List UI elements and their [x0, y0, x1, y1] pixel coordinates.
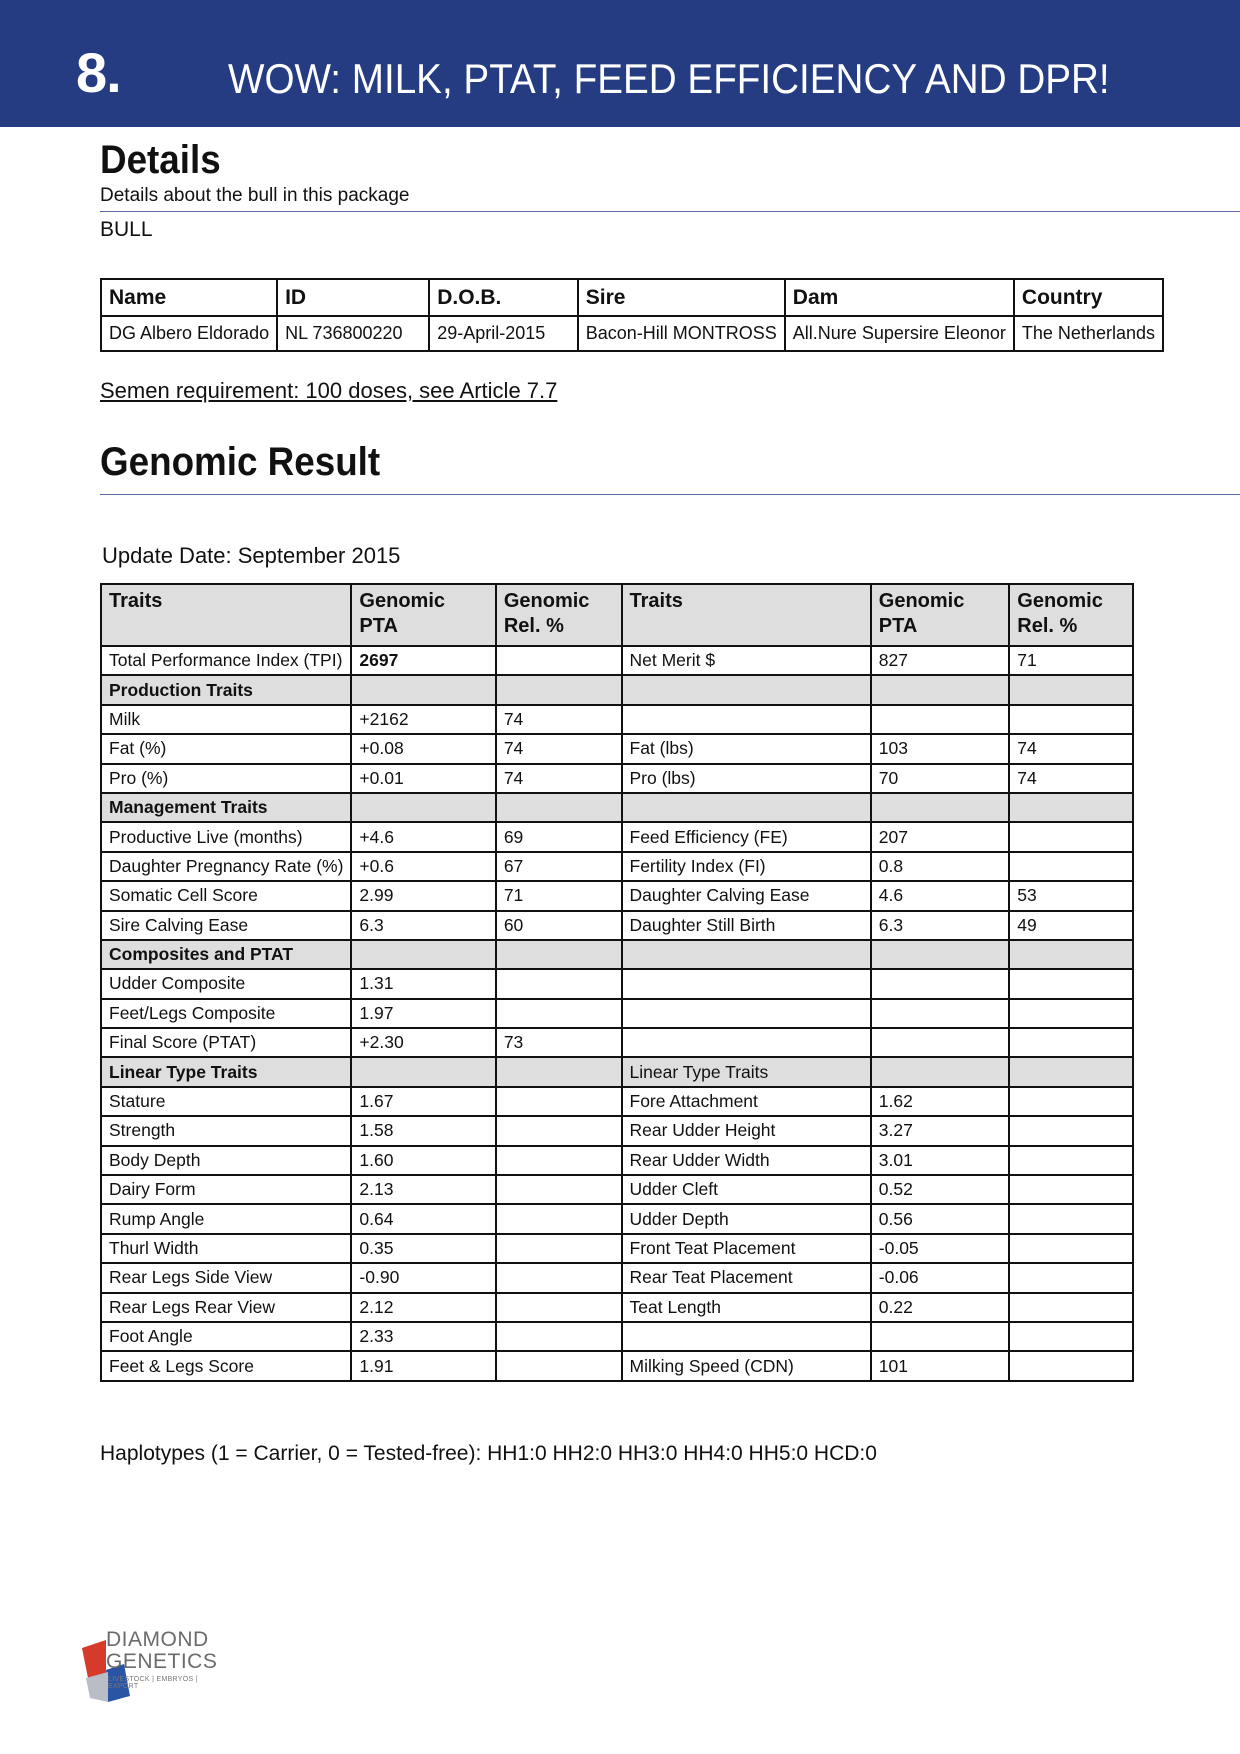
- cell-trait: Feet & Legs Score: [101, 1351, 351, 1380]
- cell-trait-2: Udder Depth: [622, 1204, 871, 1233]
- table-row: [101, 1204, 1133, 1233]
- table-row: [101, 1087, 1133, 1116]
- cell-trait: Somatic Cell Score: [101, 881, 351, 910]
- cell-rel: [496, 969, 622, 998]
- table-row: [101, 881, 1133, 910]
- cell-trait: Rump Angle: [101, 1204, 351, 1233]
- cell-rel: 71: [496, 881, 622, 910]
- table-row: [101, 1322, 1133, 1351]
- cell-rel: [496, 793, 622, 822]
- col-dam: Dam: [785, 279, 1014, 316]
- cell-rel: [496, 1087, 622, 1116]
- cell-pta: +2162: [351, 705, 495, 734]
- genomic-table-header: [101, 584, 1133, 646]
- cell-trait-2: [622, 1028, 871, 1057]
- cell-pta: +0.6: [351, 852, 495, 881]
- table-row: [101, 1293, 1133, 1322]
- cell-rel-2: [1009, 1351, 1133, 1380]
- cell-pta: [351, 940, 495, 969]
- cell-trait-2: [622, 793, 871, 822]
- col-name: Name: [101, 279, 277, 316]
- table-row: [101, 1116, 1133, 1145]
- cell-rel: 73: [496, 1028, 622, 1057]
- cell-trait-2: [622, 940, 871, 969]
- bull-table: [100, 278, 1164, 352]
- cell-pta: 2.13: [351, 1175, 495, 1204]
- cell-rel: [496, 1351, 622, 1380]
- cell-pta: 0.64: [351, 1204, 495, 1233]
- cell-rel: [496, 1146, 622, 1175]
- cell-pta-2: [871, 705, 1010, 734]
- cell-pta-2: 1.62: [871, 1087, 1010, 1116]
- cell-trait-2: [622, 969, 871, 998]
- cell-rel: [496, 1234, 622, 1263]
- cell-trait-2: Linear Type Traits: [622, 1057, 871, 1086]
- cell-pta-2: 6.3: [871, 911, 1010, 940]
- cell-pta: 1.97: [351, 999, 495, 1028]
- cell-rel-2: [1009, 999, 1133, 1028]
- cell-trait-2: Rear Udder Height: [622, 1116, 871, 1145]
- table-row: [101, 911, 1133, 940]
- cell-pta-2: 0.56: [871, 1204, 1010, 1233]
- table-row: [101, 822, 1133, 851]
- cell-pta-2: [871, 1028, 1010, 1057]
- header-band: [0, 0, 1240, 127]
- cell-pta-2: [871, 999, 1010, 1028]
- cell-pta: 2.33: [351, 1322, 495, 1351]
- cell-trait: Body Depth: [101, 1146, 351, 1175]
- col-genomic-rel-2: Genomic Rel. %: [1009, 584, 1133, 646]
- details-title: Details: [100, 138, 221, 182]
- cell-rel-2: 74: [1009, 734, 1133, 763]
- cell-pta-2: [871, 969, 1010, 998]
- cell-pta: 2.99: [351, 881, 495, 910]
- cell-trait: Rear Legs Rear View: [101, 1293, 351, 1322]
- cell-rel-2: [1009, 1204, 1133, 1233]
- genomic-table-body: [101, 584, 1133, 1381]
- details-divider: [100, 211, 1240, 212]
- cell-pta-2: 0.8: [871, 852, 1010, 881]
- cell-pta-2: 70: [871, 764, 1010, 793]
- cell-pta: 1.58: [351, 1116, 495, 1145]
- table-row: [101, 1263, 1133, 1292]
- cell-trait-2: [622, 999, 871, 1028]
- cell-rel-2: [1009, 1322, 1133, 1351]
- cell-rel-2: [1009, 1234, 1133, 1263]
- cell-trait: Milk: [101, 705, 351, 734]
- bull-table-row: [101, 316, 1163, 351]
- cell-trait: Udder Composite: [101, 969, 351, 998]
- cell-trait-2: Fat (lbs): [622, 734, 871, 763]
- table-row: [101, 705, 1133, 734]
- bull-dob: 29-April-2015: [429, 316, 578, 351]
- cell-rel: 74: [496, 764, 622, 793]
- cell-trait: Pro (%): [101, 764, 351, 793]
- cell-rel: [496, 1057, 622, 1086]
- logo-tagline: LIVESTOCK | EMBRYOS | EXPORT: [108, 1676, 198, 1690]
- cell-rel: [496, 940, 622, 969]
- cell-trait-2: Daughter Calving Ease: [622, 881, 871, 910]
- col-sire: Sire: [578, 279, 785, 316]
- cell-pta-2: [871, 675, 1010, 704]
- details-subtitle: Details about the bull in this package: [100, 185, 410, 206]
- cell-rel-2: [1009, 940, 1133, 969]
- cell-rel-2: [1009, 705, 1133, 734]
- cell-pta-2: 0.22: [871, 1293, 1010, 1322]
- cell-trait: Dairy Form: [101, 1175, 351, 1204]
- cell-rel: [496, 1204, 622, 1233]
- col-genomic-pta: Genomic PTA: [351, 584, 495, 646]
- table-row: [101, 1175, 1133, 1204]
- cell-rel: 60: [496, 911, 622, 940]
- cell-trait: Fat (%): [101, 734, 351, 763]
- cell-pta: +0.01: [351, 764, 495, 793]
- cell-rel-2: [1009, 1263, 1133, 1292]
- cell-trait-2: Rear Udder Width: [622, 1146, 871, 1175]
- cell-pta-2: 3.27: [871, 1116, 1010, 1145]
- cell-pta: 1.67: [351, 1087, 495, 1116]
- cell-pta-2: 207: [871, 822, 1010, 851]
- col-dob: D.O.B.: [429, 279, 578, 316]
- table-row: [101, 1146, 1133, 1175]
- bull-table-header: [101, 279, 1163, 316]
- cell-trait: Management Traits: [101, 793, 351, 822]
- table-row: [101, 764, 1133, 793]
- section-row: [101, 1057, 1133, 1086]
- cell-trait-2: Daughter Still Birth: [622, 911, 871, 940]
- section-row: [101, 940, 1133, 969]
- cell-trait-2: Front Teat Placement: [622, 1234, 871, 1263]
- cell-pta-2: 103: [871, 734, 1010, 763]
- diamond-genetics-logo: [80, 1628, 230, 1704]
- cell-pta: 2.12: [351, 1293, 495, 1322]
- update-date: Update Date: September 2015: [102, 543, 401, 568]
- cell-pta: 1.60: [351, 1146, 495, 1175]
- cell-trait: Rear Legs Side View: [101, 1263, 351, 1292]
- cell-rel-2: [1009, 793, 1133, 822]
- logo-line1: DIAMOND: [106, 1628, 209, 1651]
- col-genomic-rel: Genomic Rel. %: [496, 584, 622, 646]
- cell-rel-2: [1009, 1057, 1133, 1086]
- col-traits: Traits: [101, 584, 351, 646]
- cell-pta-2: 4.6: [871, 881, 1010, 910]
- genomic-table: [100, 583, 1134, 1382]
- bull-country: The Netherlands: [1014, 316, 1163, 351]
- bull-id: NL 736800220: [277, 316, 429, 351]
- cell-rel-2: [1009, 1116, 1133, 1145]
- cell-pta: +2.30: [351, 1028, 495, 1057]
- cell-pta-2: -0.05: [871, 1234, 1010, 1263]
- cell-pta: 2697: [351, 646, 495, 675]
- cell-rel-2: 53: [1009, 881, 1133, 910]
- cell-pta-2: 0.52: [871, 1175, 1010, 1204]
- cell-trait-2: [622, 1322, 871, 1351]
- cell-trait-2: Milking Speed (CDN): [622, 1351, 871, 1380]
- cell-trait-2: [622, 675, 871, 704]
- bull-sire: Bacon-Hill MONTROSS: [578, 316, 785, 351]
- cell-rel: [496, 646, 622, 675]
- section-number: 8.: [76, 41, 121, 104]
- bull-dam: All.Nure Supersire Eleonor: [785, 316, 1014, 351]
- table-row: [101, 1234, 1133, 1263]
- cell-pta: [351, 1057, 495, 1086]
- cell-trait: Strength: [101, 1116, 351, 1145]
- cell-trait: Productive Live (months): [101, 822, 351, 851]
- cell-trait: Linear Type Traits: [101, 1057, 351, 1086]
- col-traits-2: Traits: [622, 584, 871, 646]
- cell-trait: Foot Angle: [101, 1322, 351, 1351]
- cell-pta-2: [871, 940, 1010, 969]
- cell-rel-2: [1009, 1293, 1133, 1322]
- cell-rel: 69: [496, 822, 622, 851]
- cell-trait: Final Score (PTAT): [101, 1028, 351, 1057]
- cell-trait: Daughter Pregnancy Rate (%): [101, 852, 351, 881]
- cell-pta: [351, 675, 495, 704]
- cell-rel-2: 49: [1009, 911, 1133, 940]
- cell-trait-2: Pro (lbs): [622, 764, 871, 793]
- section-row: [101, 675, 1133, 704]
- cell-pta: 1.31: [351, 969, 495, 998]
- table-row: [101, 852, 1133, 881]
- cell-trait-2: Teat Length: [622, 1293, 871, 1322]
- cell-rel-2: [1009, 1175, 1133, 1204]
- cell-pta: 6.3: [351, 911, 495, 940]
- col-genomic-pta-2: Genomic PTA: [871, 584, 1010, 646]
- cell-rel: [496, 1322, 622, 1351]
- logo-line2: GENETICS: [106, 1650, 218, 1673]
- cell-rel: [496, 1293, 622, 1322]
- semen-requirement-link[interactable]: Semen requirement: 100 doses, see Article 7.7: [100, 378, 558, 403]
- cell-rel-2: 74: [1009, 764, 1133, 793]
- cell-rel: 74: [496, 705, 622, 734]
- cell-rel: [496, 675, 622, 704]
- cell-pta: +4.6: [351, 822, 495, 851]
- section-row: [101, 793, 1133, 822]
- col-country: Country: [1014, 279, 1163, 316]
- haplotypes-note: Haplotypes (1 = Carrier, 0 = Tested-free): HH1:0 HH2:0 HH3:0 HH4:0 HH5:0 HCD:0: [100, 1442, 877, 1465]
- table-row: [101, 969, 1133, 998]
- cell-pta-2: [871, 793, 1010, 822]
- cell-rel: 67: [496, 852, 622, 881]
- cell-trait: Sire Calving Ease: [101, 911, 351, 940]
- cell-rel-2: [1009, 1028, 1133, 1057]
- cell-rel: [496, 1116, 622, 1145]
- genomic-title: Genomic Result: [100, 440, 381, 484]
- table-row: [101, 1351, 1133, 1380]
- cell-trait-2: Rear Teat Placement: [622, 1263, 871, 1292]
- cell-trait-2: Fertility Index (FI): [622, 852, 871, 881]
- genomic-divider: [100, 494, 1240, 495]
- cell-rel-2: 71: [1009, 646, 1133, 675]
- cell-trait: Feet/Legs Composite: [101, 999, 351, 1028]
- table-row: [101, 1028, 1133, 1057]
- cell-rel: [496, 1263, 622, 1292]
- page-title: WOW: MILK, PTAT, FEED EFFICIENCY AND DPR!: [228, 55, 1110, 102]
- cell-trait-2: Fore Attachment: [622, 1087, 871, 1116]
- table-row: [101, 999, 1133, 1028]
- cell-rel-2: [1009, 1087, 1133, 1116]
- bull-name: DG Albero Eldorado: [101, 316, 277, 351]
- cell-pta: [351, 793, 495, 822]
- cell-pta: 1.91: [351, 1351, 495, 1380]
- cell-trait: Production Traits: [101, 675, 351, 704]
- table-row: [101, 646, 1133, 675]
- cell-rel: 74: [496, 734, 622, 763]
- cell-rel-2: [1009, 822, 1133, 851]
- cell-trait-2: Net Merit $: [622, 646, 871, 675]
- cell-rel-2: [1009, 852, 1133, 881]
- col-id: ID: [277, 279, 429, 316]
- cell-rel-2: [1009, 969, 1133, 998]
- cell-pta: 0.35: [351, 1234, 495, 1263]
- cell-pta-2: 3.01: [871, 1146, 1010, 1175]
- cell-rel: [496, 1175, 622, 1204]
- bull-label: BULL: [100, 218, 153, 241]
- cell-trait: Thurl Width: [101, 1234, 351, 1263]
- cell-pta-2: [871, 1057, 1010, 1086]
- cell-pta-2: -0.06: [871, 1263, 1010, 1292]
- cell-pta-2: [871, 1322, 1010, 1351]
- table-row: [101, 734, 1133, 763]
- cell-rel-2: [1009, 675, 1133, 704]
- cell-trait: Composites and PTAT: [101, 940, 351, 969]
- cell-pta-2: 827: [871, 646, 1010, 675]
- cell-pta: +0.08: [351, 734, 495, 763]
- cell-rel: [496, 999, 622, 1028]
- cell-pta-2: 101: [871, 1351, 1010, 1380]
- cell-rel-2: [1009, 1146, 1133, 1175]
- cell-trait-2: Feed Efficiency (FE): [622, 822, 871, 851]
- cell-trait: Stature: [101, 1087, 351, 1116]
- cell-trait-2: [622, 705, 871, 734]
- cell-trait-2: Udder Cleft: [622, 1175, 871, 1204]
- cell-pta: -0.90: [351, 1263, 495, 1292]
- cell-trait: Total Performance Index (TPI): [101, 646, 351, 675]
